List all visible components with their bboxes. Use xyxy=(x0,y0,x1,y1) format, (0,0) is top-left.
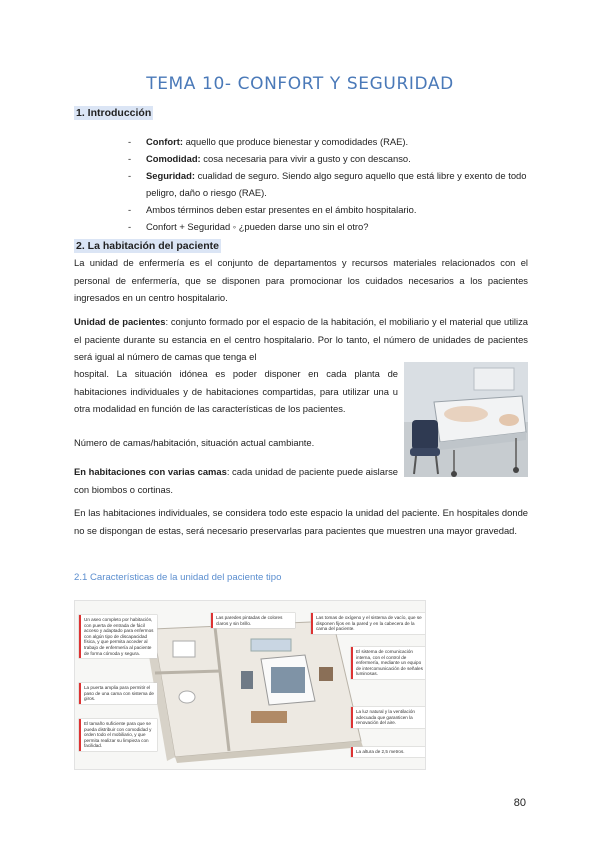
intro-bullet-list xyxy=(128,133,528,235)
callout-comunicacion: El sistema de comunicación interna, con el control de enfermería, mediante un equipo de intercomunicación de señales luminosas. xyxy=(351,647,426,679)
section-heading-habitacion: 2. La habitación del paciente xyxy=(76,240,219,252)
section-heading-introduccion: 1. Introducción xyxy=(76,107,152,119)
callout-aseo: Un aseo completo por habitación, con puerta de entrada de fácil acceso y adaptado para enfermos con algún tipo de discapacidad física, y que permita acceder al trabajo de enfermería al paciente de forma cómoda y segura. xyxy=(79,615,157,658)
callout-paredes: Las paredes pintadas de colores claros y sin brillo. xyxy=(211,613,295,628)
page-title: TEMA 10- CONFORT Y SEGURIDAD xyxy=(146,74,454,94)
callout-tamano: El tamaño suficiente para que se pueda distribuir con comodidad y orden todo el mobiliario, y que permita realizar su limpieza con facilidad. xyxy=(79,719,157,751)
callout-altura: La altura de 2,5 metros. xyxy=(351,747,426,757)
paragraph-varias-camas: En habitaciones con varias camas: cada unidad de paciente puede aislarse con biombos o cortinas. xyxy=(74,466,398,495)
paragraph-unidad-enfermeria: La unidad de enfermería es el conjunto de departamentos y recursos materiales relacionados con el personal de enfermería, que se disponen para promocionar los cuidados necesarios a los pacientes ingresados en un centro hospitalario. xyxy=(74,257,528,303)
paragraph-situacion-idonea: hospital. La situación idónea es poder disponer en cada planta de habitaciones individuales y de habitaciones compartidas, para utilizar una u otra modalidad en función de las características de los pacientes. xyxy=(74,368,398,414)
subsection-heading-caracteristicas: 2.1 Características de la unidad del paciente tipo xyxy=(74,572,282,583)
page-number: 80 xyxy=(513,797,526,809)
hospital-bed-illustration xyxy=(404,362,528,477)
bullet-confort-seguridad: - Confort + Seguridad ◦ ¿pueden darse uno sin el otro? xyxy=(128,218,528,235)
hospital-room-photo xyxy=(404,362,528,477)
callout-tomas-oxigeno: Las tomas de oxígeno y el sistema de vacío, que se disponen fijos en la pared y en la cabecera de la cama del paciente. xyxy=(311,613,426,634)
patient-unit-diagram xyxy=(74,600,426,770)
callout-puerta: La puerta amplia para permitir el paso de una cama con sistema de giros. xyxy=(79,683,157,704)
bullet-confort: - Confort: aquello que produce bienestar y comodidades (RAE). xyxy=(128,133,528,150)
paragraph-numero-camas: Número de camas/habitación, situación actual cambiante. xyxy=(74,437,315,448)
bullet-seguridad: - Seguridad: cualidad de seguro. Siendo algo seguro aquello que está libre y exento de todo peligro, daño o riesgo (RAE). xyxy=(128,167,528,201)
paragraph-unidad-pacientes: Unidad de pacientes: conjunto formado por el espacio de la habitación, el mobiliario y el material que utiliza el paciente durante su estancia en el centro hospitalario. Por lo tanto, el número de unidades de pacientes será igual al número de camas que tenga el xyxy=(74,316,528,362)
bullet-comodidad: - Comodidad: cosa necesaria para vivir a gusto y con descanso. xyxy=(128,150,528,167)
paragraph-habitaciones-individuales: En las habitaciones individuales, se considera todo este espacio la unidad del paciente. En hospitales donde no se dispongan de estas, será necesario preservarlas para pacientes que muestren una mayor gravedad. xyxy=(74,507,528,536)
callout-luz-natural: La luz natural y la ventilación adecuada que garanticen la renovación del aire. xyxy=(351,707,426,728)
bullet-ambos: - Ambos términos deben estar presentes en el ámbito hospitalario. xyxy=(128,201,528,218)
